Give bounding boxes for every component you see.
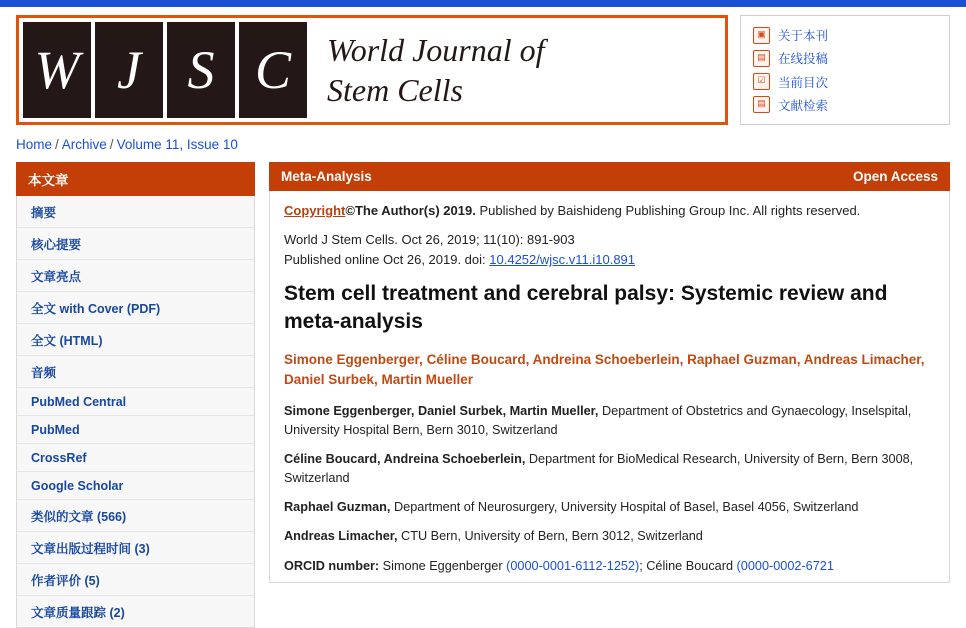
sidebar-item-audio[interactable]: 音频 <box>17 356 254 388</box>
breadcrumb-item-home[interactable]: Home <box>16 137 53 152</box>
logo-letter-w: W <box>23 22 91 118</box>
header-link-label: 文献检索 <box>778 98 829 113</box>
sidebar-item-pubmed[interactable]: PubMed <box>17 416 254 444</box>
affiliation-names: Céline Boucard, Andreina Schoeberlein, <box>284 452 526 467</box>
site-header <box>0 7 966 125</box>
author-link[interactable]: Andreina Schoeberlein <box>532 351 680 367</box>
orcid-name: Simone Eggenberger <box>379 558 507 573</box>
affiliation-names: Simone Eggenberger, Daniel Surbek, Martin Mueller, <box>284 404 599 419</box>
header-link-current-issue[interactable] <box>753 73 937 91</box>
header-link-about-journal[interactable] <box>753 26 937 44</box>
affiliation-names: Andreas Limacher, <box>284 529 398 544</box>
affiliation-item <box>284 498 935 517</box>
citation-block <box>284 230 935 270</box>
breadcrumb-item-archive[interactable]: Archive <box>61 137 107 152</box>
sidebar-item-core-tip[interactable]: 核心提要 <box>17 228 254 260</box>
journal-title-line1: World Journal of <box>327 32 545 68</box>
logo-letter-c: C <box>239 22 307 118</box>
sidebar-item-crossref[interactable]: CrossRef <box>17 444 254 472</box>
sidebar-item-google-scholar[interactable]: Google Scholar <box>17 472 254 500</box>
header-link-panel <box>740 15 950 125</box>
published-online-prefix: Published online Oct 26, 2019. doi: <box>284 252 490 268</box>
article-header-bar <box>269 162 950 191</box>
journal-logo-box[interactable] <box>16 15 728 125</box>
online-submission-icon: ▤ <box>753 50 770 67</box>
affiliation-item <box>284 527 935 546</box>
affiliation-text: Department of Obstetrics and Gynaecology, Inselspital, University Hospital Bern, Bern 3010, Switzerland <box>284 404 912 438</box>
sidebar-item-abstract[interactable]: 摘要 <box>17 196 254 228</box>
sidebar-item-publishing-process[interactable]: 文章出版过程时间 (3) <box>17 532 254 564</box>
orcid-line <box>284 557 935 576</box>
copyright-link[interactable]: Copyright <box>284 203 346 218</box>
about-journal-icon: ▣ <box>753 27 770 44</box>
author-list: Simone Eggenberger, Céline Boucard, Andreina Schoeberlein, Raphael Guzman, Andreas Limacher, Daniel Surbek, Martin Mueller <box>284 351 925 387</box>
orcid-id-link[interactable]: (0000-0001-6112-1252) <box>506 558 640 573</box>
doi-link[interactable]: 10.4252/wjsc.v11.i10.891 <box>489 252 636 268</box>
sidebar-item-fulltext-html[interactable]: 全文 (HTML) <box>17 324 254 356</box>
open-access-badge: Open Access <box>852 169 938 184</box>
breadcrumb-separator: / <box>109 137 114 152</box>
journal-title <box>311 18 725 122</box>
sidebar-item-fulltext-pdf[interactable]: 全文 with Cover (PDF) <box>17 292 254 324</box>
header-link-label: 在线投稿 <box>778 52 829 67</box>
sidebar-item-highlights[interactable]: 文章亮点 <box>17 260 254 292</box>
orcid-id-link[interactable]: (0000-0002-6721 <box>736 558 834 573</box>
copyright-rest: Published by Baishideng Publishing Group Inc. All rights reserved. <box>475 203 861 218</box>
sidebar-title: 本文章 <box>16 162 255 196</box>
sidebar <box>16 162 255 628</box>
sidebar-item-similar-articles[interactable]: 类似的文章 (566) <box>17 500 254 532</box>
sidebar-item-pubmed-central[interactable]: PubMed Central <box>17 388 254 416</box>
sidebar-item-author-evaluation[interactable]: 作者评价 (5) <box>17 564 254 596</box>
breadcrumb <box>0 125 966 162</box>
header-link-label: 关于本刊 <box>778 29 829 43</box>
sidebar-item-quality-tracking[interactable]: 文章质量跟踪 (2) <box>31 605 125 620</box>
journal-title-line2: Stem Cells <box>327 72 463 108</box>
article-body <box>269 191 950 583</box>
breadcrumb-item-volume-issue[interactable]: Volume 11, Issue 10 <box>116 137 238 152</box>
citation-line-2 <box>284 250 935 270</box>
affiliation-item <box>284 450 935 488</box>
copyright-line <box>284 203 935 218</box>
affiliation-text: CTU Bern, University of Bern, Bern 3012, Switzerland <box>397 529 703 544</box>
author-link[interactable]: Martin Mueller <box>381 371 474 387</box>
citation-line-1: World J Stem Cells. Oct 26, 2019; 11(10): 891-903 <box>284 232 575 247</box>
literature-search-icon: ▤ <box>753 96 770 113</box>
affiliation-text: Department for BioMedical Research, University of Bern, Bern 3008, Switzerland <box>284 452 914 486</box>
author-link[interactable]: Andreas Limacher <box>803 351 921 367</box>
page-title: Stem cell treatment and cerebral palsy: Systemic review and meta-analysis <box>284 282 888 333</box>
author-link[interactable]: Céline Boucard <box>426 351 526 367</box>
affiliation-text: Department of Neurosurgery, University Hospital of Basel, Basel 4056, Switzerland <box>390 500 859 515</box>
sidebar-list <box>16 196 255 628</box>
affiliation-names: Raphael Guzman, <box>284 500 391 515</box>
author-link[interactable]: Raphael Guzman <box>687 351 797 367</box>
copyright-holder: ©The Author(s) 2019. <box>345 203 476 218</box>
current-issue-icon: ☑ <box>753 73 770 90</box>
top-blue-bar <box>0 0 966 7</box>
logo-letter-s: S <box>167 22 235 118</box>
affiliation-item <box>284 402 935 440</box>
logo-letters <box>19 18 311 122</box>
author-link[interactable]: Daniel Surbek <box>284 371 375 387</box>
orcid-label: ORCID number: <box>284 558 380 573</box>
header-link-label: 当前目次 <box>778 75 829 90</box>
header-link-literature-search[interactable] <box>753 96 937 114</box>
breadcrumb-separator: / <box>55 137 59 152</box>
article-type-label: Meta-Analysis <box>281 169 372 184</box>
author-link[interactable]: Simone Eggenberger <box>284 351 420 367</box>
header-link-online-submission[interactable] <box>753 49 937 67</box>
logo-letter-j: J <box>95 22 163 118</box>
article-content <box>269 162 950 583</box>
main-columns <box>0 162 966 628</box>
orcid-name: ; Céline Boucard <box>639 558 737 573</box>
